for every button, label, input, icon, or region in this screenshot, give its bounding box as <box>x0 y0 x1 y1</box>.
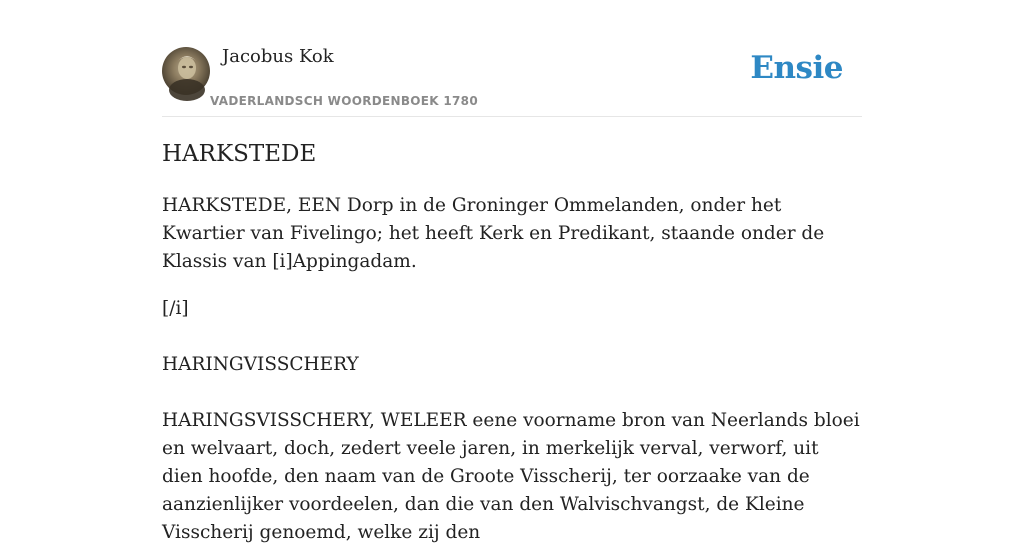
author-portrait-icon <box>162 47 210 95</box>
article-paragraph: [/i] <box>162 298 189 319</box>
article-paragraph: HARKSTEDE, EEN Dorp in de Groninger Ommelanden, onder het Kwartier van Fivelingo; het heeft Kerk en Predikant, staande onder de Klassis van [i]Appingadam. <box>162 195 825 272</box>
author-name[interactable]: Jacobus Kok <box>222 46 334 67</box>
header <box>162 40 862 117</box>
author-avatar[interactable] <box>162 47 210 95</box>
article-title: HARKSTEDE <box>162 141 317 167</box>
ensie-logo[interactable]: Ensie <box>750 50 843 86</box>
article-paragraph: HARINGSVISSCHERY, WELEER eene voorname bron van Neerlands bloei en welvaart, doch, zedert veele jaren, in merkelijk verval, verworf, uit dien hoofde, den naam van de Groote Visscherij, ter oorzaake van de aanzienlijker voordeelen, dan die van den Walvischvangst, de Kleine Visscherij genoemd, welke zij den <box>162 410 860 543</box>
source-label[interactable]: VADERLANDSCH WOORDENBOEK 1780 <box>210 94 478 108</box>
article-content <box>162 138 862 547</box>
article-paragraph: HARINGVISSCHERY <box>162 354 359 375</box>
